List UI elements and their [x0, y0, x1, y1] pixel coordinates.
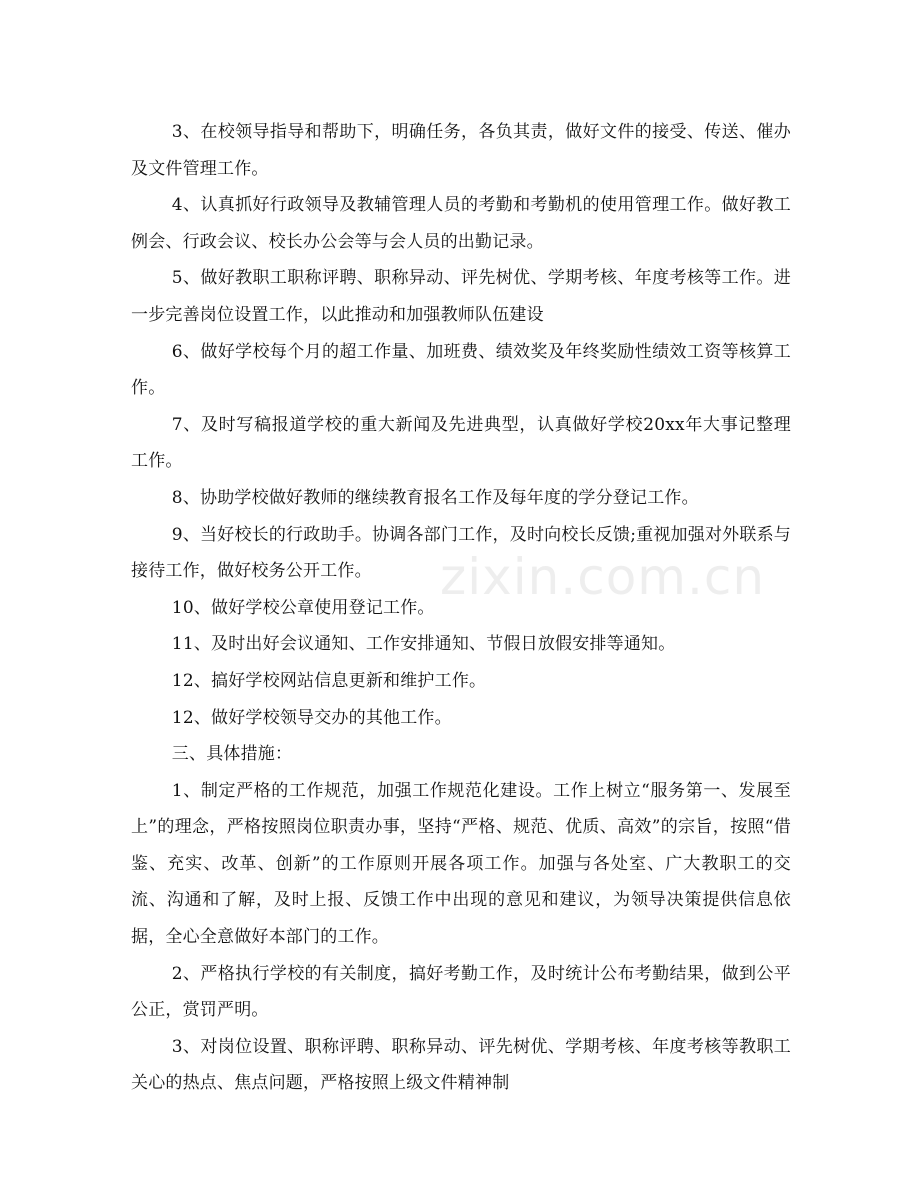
document-body	[131, 114, 791, 1102]
paragraph-5: 7、及时写稿报道学校的重大新闻及先进典型，认真做好学校20xx年大事记整理工作。	[131, 414, 791, 472]
paragraph-15: 3、对岗位设置、职称评聘、职称异动、评先树优、学期考核、年度考核等教职工关心的热点、焦点问题，严格按照上级文件精神制	[131, 1036, 791, 1094]
paragraph-6: 8、协助学校做好教师的继续教育报名工作及每年度的学分登记工作。	[171, 487, 699, 508]
paragraph-9: 11、及时出好会议通知、工作安排通知、节假日放假安排等通知。	[171, 634, 676, 655]
paragraph-10: 12、搞好学校网站信息更新和维护工作。	[171, 670, 487, 691]
section-heading-measures: 三、具体措施：	[171, 744, 293, 765]
paragraph-11: 12、做好学校领导交办的其他工作。	[171, 707, 452, 728]
paragraph-4: 6、做好学校每个月的超工作量、加班费、绩效奖及年终奖励性绩效工资等核算工作。	[131, 341, 791, 399]
watermark-text: zixin.com.cn	[440, 548, 766, 606]
paragraph-13: 1、制定严格的工作规范，加强工作规范化建设。工作上树立“服务第一、发展至上”的理念，严格按照岗位职责办事，坚持“严格、规范、优质、高效”的宗旨，按照“借鉴、充实、改革、创新”的工作原则开展各项工作。加强与各处室、广大教职工的交流、沟通和了解，及时上报、反馈工作中出现的意见和建议，为领导决策提供信息依据，全心全意做好本部门的工作。	[131, 780, 791, 948]
paragraph-8: 10、做好学校公章使用登记工作。	[171, 597, 435, 618]
paragraph-14: 2、严格执行学校的有关制度，搞好考勤工作，及时统计公布考勤结果，做到公平公正，赏罚严明。	[131, 963, 791, 1021]
paragraph-7: 9、当好校长的行政助手。协调各部门工作，及时向校长反馈;重视加强对外联系与接待工作，做好校务公开工作。	[131, 524, 791, 582]
paragraph-3: 5、做好教职工职称评聘、职称异动、评先树优、学期考核、年度考核等工作。进一步完善岗位设置工作，以此推动和加强教师队伍建设	[131, 268, 791, 325]
paragraph-1: 3、在校领导指导和帮助下，明确任务，各负其责，做好文件的接受、传送、催办及文件管理工作。	[131, 122, 791, 179]
paragraph-2: 4、认真抓好行政领导及教辅管理人员的考勤和考勤机的使用管理工作。做好教工例会、行政会议、校长办公会等与会人员的出勤记录。	[131, 195, 791, 252]
